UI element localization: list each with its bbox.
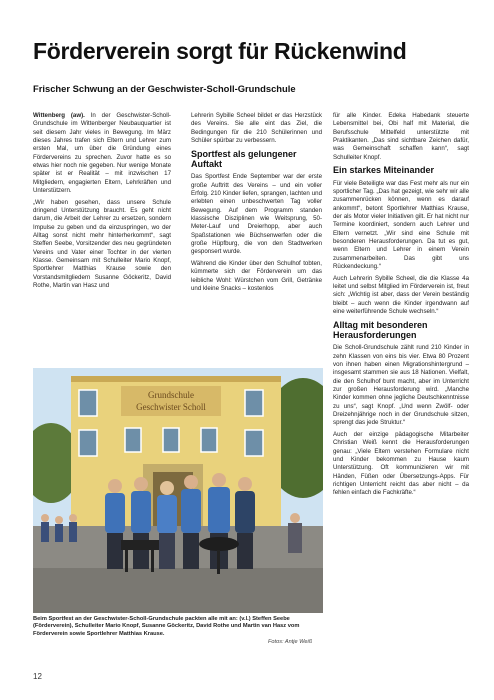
section-heading: Ein starkes Miteinander [333,165,435,176]
column-2 [191,112,322,297]
paragraph: Auch der einzige pädagogische Mitarbeiter Christian Weiß kennt die Herausforderungen genau: „Viele Eltern verstehen Formulare nicht und Kinder bekommen zu Hause kaum Unterstützung. Oft kommunizieren wir mit Händen, Füßen oder Übersetzungs-Apps. Für richtigen Unterricht reicht das aber nicht – da fehlen einfach die Fachkräfte.“ [333,430,469,497]
paragraph [33,112,171,195]
column-3 [333,112,469,501]
paragraph: „Wir haben gesehen, dass unsere Schule dringend Unterstützung braucht. Es geht nicht darum, die Arbeit der Lehrer zu ersetzen, sondern Impulse zu geben und da einzuspringen, wo der Alltag sonst nicht mehr hinterherkommt“, sagt Steffen Seebe, Vorsitzender des neu gegründeten Vereins und Vater einer Tochter in der vierten Klasse. Gemeinsam mit Schulleiter Mario Knopf, Sportlehrer Matthias Krause sowie den Vorstandsmitgliedern Susanne Göckeritz, David Rothe, Martin van Hasz und [33,198,171,290]
paragraph: Für viele Beteiligte war das Fest mehr als nur ein sportlicher Tag. „Das hat gezeigt, wie sehr wir alle zusammenrücken können, wenn es darauf ankommt“, betont Sportlehrer Matthias Krause, der als Motor vieler Initiativen gilt. Er hat nicht nur Termine koordiniert, sondern auch Lehrer und Eltern vernetzt. „Wir sind eine Schule mit besonderen Herausforderungen. Da tut es gut, wenn Eltern und Lehrer in einem Verein zusammenarbeiten. Das gibt uns Rückendeckung.“ [333,179,469,271]
section-heading: Alltag mit besonderen Herausforderungen [333,319,428,340]
school-sign-line-1: Grundschule [148,390,194,400]
school-sportsfest-photo [33,368,323,613]
article-headline: Förderverein sorgt für Rückenwind [33,38,407,64]
photo-caption: Beim Sportfest an der Geschwister-Scholl-Grundschule packten alle mit an: (v.l.) Steffen Seebe (Förderverein), Schulleiter Mario Knopf, Susanne Göckeritz, David Rothe und Martin van Hasz vom Förderverein sowie Sportlehrer Matthias Krause. [33,616,300,637]
column-1 [33,112,171,294]
section-heading: Sportfest als gelungener Auftakt [191,148,297,169]
paragraph: für alle Kinder. Edeka Habedank steuerte Lebensmittel bei, Obi half mit Material, die Berufsschule Mittelfeld unterstützte mit Praktikanten. „Das sind sichtbare Zeichen dafür, was Gemeinschaft schaffen kann“, sagt Schulleiter Knopf. [333,112,469,161]
school-sign-line-2: Geschwister Scholl [136,402,206,412]
paragraph: Die Scholl-Grundschule zählt rund 210 Kinder in zehn Klassen von eins bis vier. Etwa 80 Prozent von ihnen haben einen Migrationshintergrund – insgesamt stammen sie aus 18 Nationen. Vielfalt, die den Schulhof bunt macht, aber im Unterricht zur großen Herausforderung wird. „Manche Kinder kommen ohne jegliche Deutschkenntnisse zu uns“, sagt Knopf. „Und wenn Zwölf- oder Dreizehnjährige noch in der Grundschule sitzen, sprengt das jede Struktur.“ [333,344,469,427]
paragraph: Das Sportfest Ende September war der erste große Auftritt des Vereins – und ein voller Erfolg. 210 Kinder liefen, sprangen, lachten und erlebten einen unbeschwerten Tag voller Bewegung. Auf dem Programm standen klassische Disziplinen wie Weitsprung, 50-Meter-Lauf und Dreierhopp, aber auch Spaßstationen wie Büchsenwerfen oder die große Hüpfburg, die von den Stadtwerken gesponsert wurde. [191,173,322,256]
article-subheadline: Frischer Schwung an der Geschwister-Scholl-Grundschule [33,83,296,94]
photo-credit: Fotos: Antje Weiß [268,639,313,645]
dateline: Wittenberg (aw). [33,112,85,119]
page-number: 12 [33,672,42,681]
paragraph: Auch Lehrerin Sybille Scheel, die die Klasse 4a leitet und selbst Mitglied im Förderverein ist, freut sich: „Wichtig ist aber, dass der Verein beständig bleibt – auch wenn die Kinder irgendwann auf eine weiterführende Schule wechseln.“ [333,274,469,315]
paragraph: Lehrerin Sybille Scheel bildet er das Herzstück des Vereins. Sie alle eint das Ziel, die Bedingungen für die 210 Schülerinnen und Schüler spürbar zu verbessern. [191,112,322,145]
paragraph: Während die Kinder über den Schulhof tobten, kümmerte sich der Förderverein um das leibliche Wohl: Würstchen vom Grill, Getränke und kleine Snacks – kostenlos [191,260,322,293]
paragraph-text: In der Geschwister-Scholl-Grundschule im Wittenberger Neubauquartier ist seit diesem Jahr vieles in Bewegung. Im März dieses Jahres trafen sich Eltern und Lehrer zum ersten Mal, um über die Gründung eines Fördervereins zu sprechen. Zuvor hatte es so etwas hier noch nie gegeben. Nur wenige Monate später ist er Realität – mit inzwischen 17 Mitgliedern, engagierten Eltern, Lehrkräften und Unterstützern. [33,112,171,195]
